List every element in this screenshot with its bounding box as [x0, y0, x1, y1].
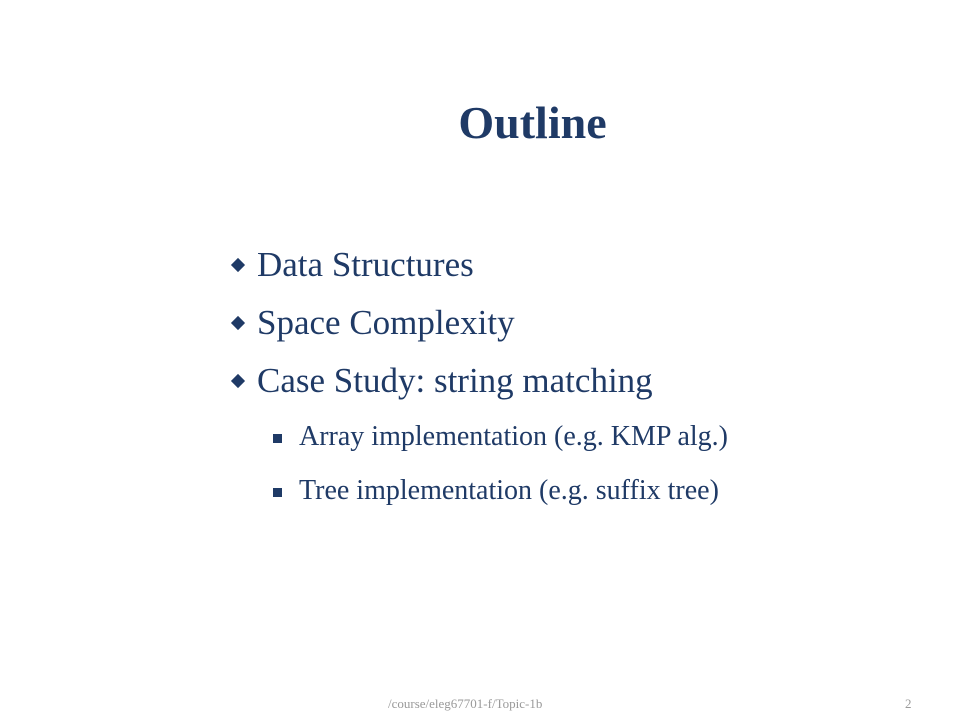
bullet-item — [230, 236, 728, 294]
sub-bullet-item — [230, 410, 728, 464]
sub-bullet-text: Array implementation (e.g. KMP alg.) — [299, 421, 728, 452]
diamond-bullet-icon — [231, 258, 245, 272]
diamond-bullet-icon — [231, 316, 245, 330]
bullet-item — [230, 352, 728, 410]
slide-footer: /course/eleg67701-f/Topic-1b — [388, 696, 543, 711]
bullet-text: Case Study: string matching — [257, 361, 653, 400]
diamond-bullet-icon — [231, 374, 245, 388]
bullet-text: Data Structures — [257, 245, 474, 284]
sub-bullet-text: Tree implementation (e.g. suffix tree) — [299, 475, 719, 506]
slide-title: Outline — [458, 97, 607, 148]
square-bullet-icon — [273, 434, 282, 443]
sub-bullet-item — [230, 464, 728, 518]
bullet-list — [230, 236, 728, 518]
page-number: 2 — [905, 696, 912, 711]
bullet-text: Space Complexity — [257, 303, 515, 342]
bullet-item — [230, 294, 728, 352]
square-bullet-icon — [273, 488, 282, 497]
